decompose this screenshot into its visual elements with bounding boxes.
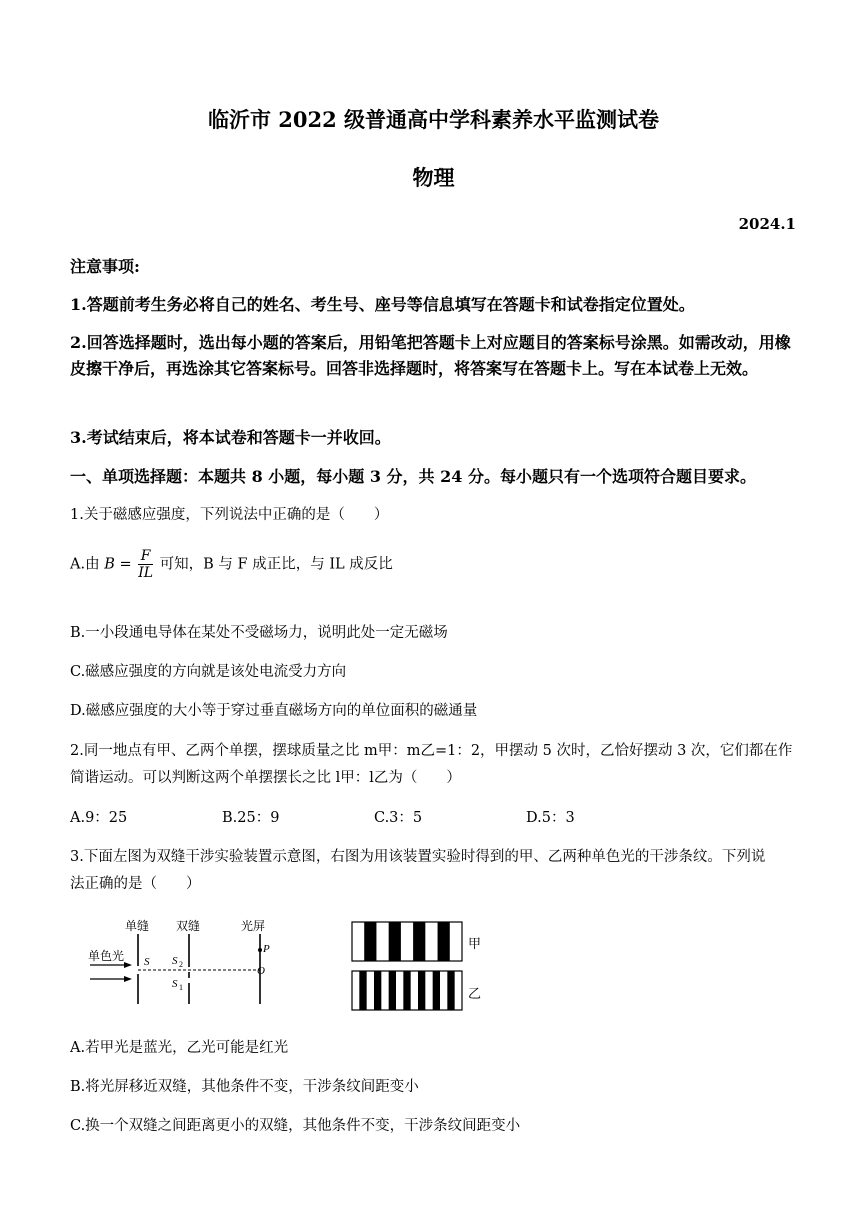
exam-subject: 物理	[412, 165, 455, 190]
double-slit-apparatus-diagram	[80, 912, 300, 1012]
q2-option-c: C.3：5	[374, 810, 423, 826]
q2-option-a: A.9：25	[70, 810, 128, 826]
interference-fringes-figure	[346, 918, 496, 1018]
label-screen: 光屏	[241, 919, 266, 933]
q1-stem: 1.关于磁感应强度，下列说法中正确的是（ ）	[70, 507, 389, 523]
fringe-bar-yi-6	[433, 971, 440, 1010]
q3-stem-line1: 3.下面左图为双缝干涉实验装置示意图，右图为用该装置实验时得到的甲、乙两种单色光的干涉条纹。下列说	[70, 849, 766, 865]
q1-option-a-prefix: A.由	[70, 556, 105, 573]
fringe-bar-yi-2	[374, 971, 381, 1010]
q1-formula-eq: =	[114, 556, 137, 573]
label-o: O	[257, 965, 265, 977]
fringe-bar-yi-7	[447, 971, 454, 1010]
exam-title: 临沂市 2022 级普通高中学科素养水平监测试卷	[207, 107, 660, 132]
q1-option-c: C.磁感应强度的方向就是该处电流受力方向	[70, 664, 347, 680]
q2-stem-line1: 2.同一地点有甲、乙两个单摆，摆球质量之比 m甲：m乙=1：2，甲摆动 5 次时，乙恰好摆动 3 次，它们都在作	[70, 743, 793, 759]
label-s2-subscript: 2	[179, 960, 183, 969]
q1-formula-fraction	[138, 548, 153, 581]
q3-stem-line2: 法正确的是（ ）	[70, 876, 201, 892]
q1-formula-lhs: B	[104, 556, 115, 573]
q2-stem-line2: 简谐运动。可以判断这两个单摆摆长之比 l甲：l乙为（ ）	[70, 770, 461, 786]
q2-option-b: B.25：9	[222, 810, 280, 826]
fringe-bar-yi-1	[359, 971, 366, 1010]
label-s: S	[144, 956, 150, 968]
arrowhead-upper	[124, 962, 132, 968]
q1-option-a	[70, 548, 393, 581]
fringe-bar-jia-1	[364, 922, 376, 961]
label-s2: S	[172, 955, 178, 967]
q2-option-d: D.5：3	[526, 810, 575, 826]
label-double-slit: 双缝	[176, 919, 201, 933]
point-p	[258, 948, 262, 952]
label-s1-subscript: 1	[179, 983, 183, 992]
exam-date: 2024.1	[738, 215, 796, 233]
fringe-bar-jia-2	[389, 922, 401, 961]
fringe-bar-jia-3	[413, 922, 425, 961]
label-s1: S	[172, 978, 178, 990]
label-monochromatic-light: 单色光	[88, 949, 125, 963]
notice-heading: 注意事项:	[70, 257, 140, 276]
q3-option-a: A.若甲光是蓝光，乙光可能是红光	[70, 1040, 289, 1056]
fringe-bar-jia-4	[438, 922, 450, 961]
section-heading: 一、单项选择题：本题共 8 小题，每小题 3 分，共 24 分。每小题只有一个选项符合题目要求。	[70, 467, 756, 486]
q1-option-b: B.一小段通电导体在某处不受磁场力，说明此处一定无磁场	[70, 625, 448, 641]
q1-option-a-suffix: 可知，B 与 F 成正比，与 IL 成反比	[155, 556, 393, 573]
fringe-bar-yi-5	[418, 971, 425, 1010]
label-yi: 乙	[468, 986, 482, 1001]
q3-option-b: B.将光屏移近双缝，其他条件不变，干涉条纹间距变小	[70, 1079, 419, 1095]
label-single-slit: 单缝	[125, 919, 150, 933]
fringe-bar-yi-4	[403, 971, 410, 1010]
notice-item-1: 1.答题前考生务必将自己的姓名、考生号、座号等信息填写在答题卡和试卷指定位置处。	[70, 295, 695, 314]
arrowhead-lower	[124, 976, 132, 982]
notice-item-2: 2.回答选择题时，选出每小题的答案后，用铅笔把答题卡上对应题目的答案标号涂黑。如需改动，用橡皮擦干净后，再选涂其它答案标号。回答非选择题时，将答案写在答题卡上。写在本试卷上无效。	[70, 333, 791, 378]
fringe-bar-yi-3	[389, 971, 396, 1010]
label-p: P	[263, 943, 270, 955]
q1-option-d: D.磁感应强度的大小等于穿过垂直磁场方向的单位面积的磁通量	[70, 703, 478, 719]
q3-option-c: C.换一个双缝之间距离更小的双缝，其他条件不变，干涉条纹间距变小	[70, 1118, 521, 1134]
label-jia: 甲	[468, 936, 482, 951]
q1-formula-denominator: IL	[138, 565, 154, 581]
notice-item-3: 3.考试结束后，将本试卷和答题卡一并收回。	[70, 428, 391, 447]
q1-formula-numerator: F	[138, 548, 153, 565]
